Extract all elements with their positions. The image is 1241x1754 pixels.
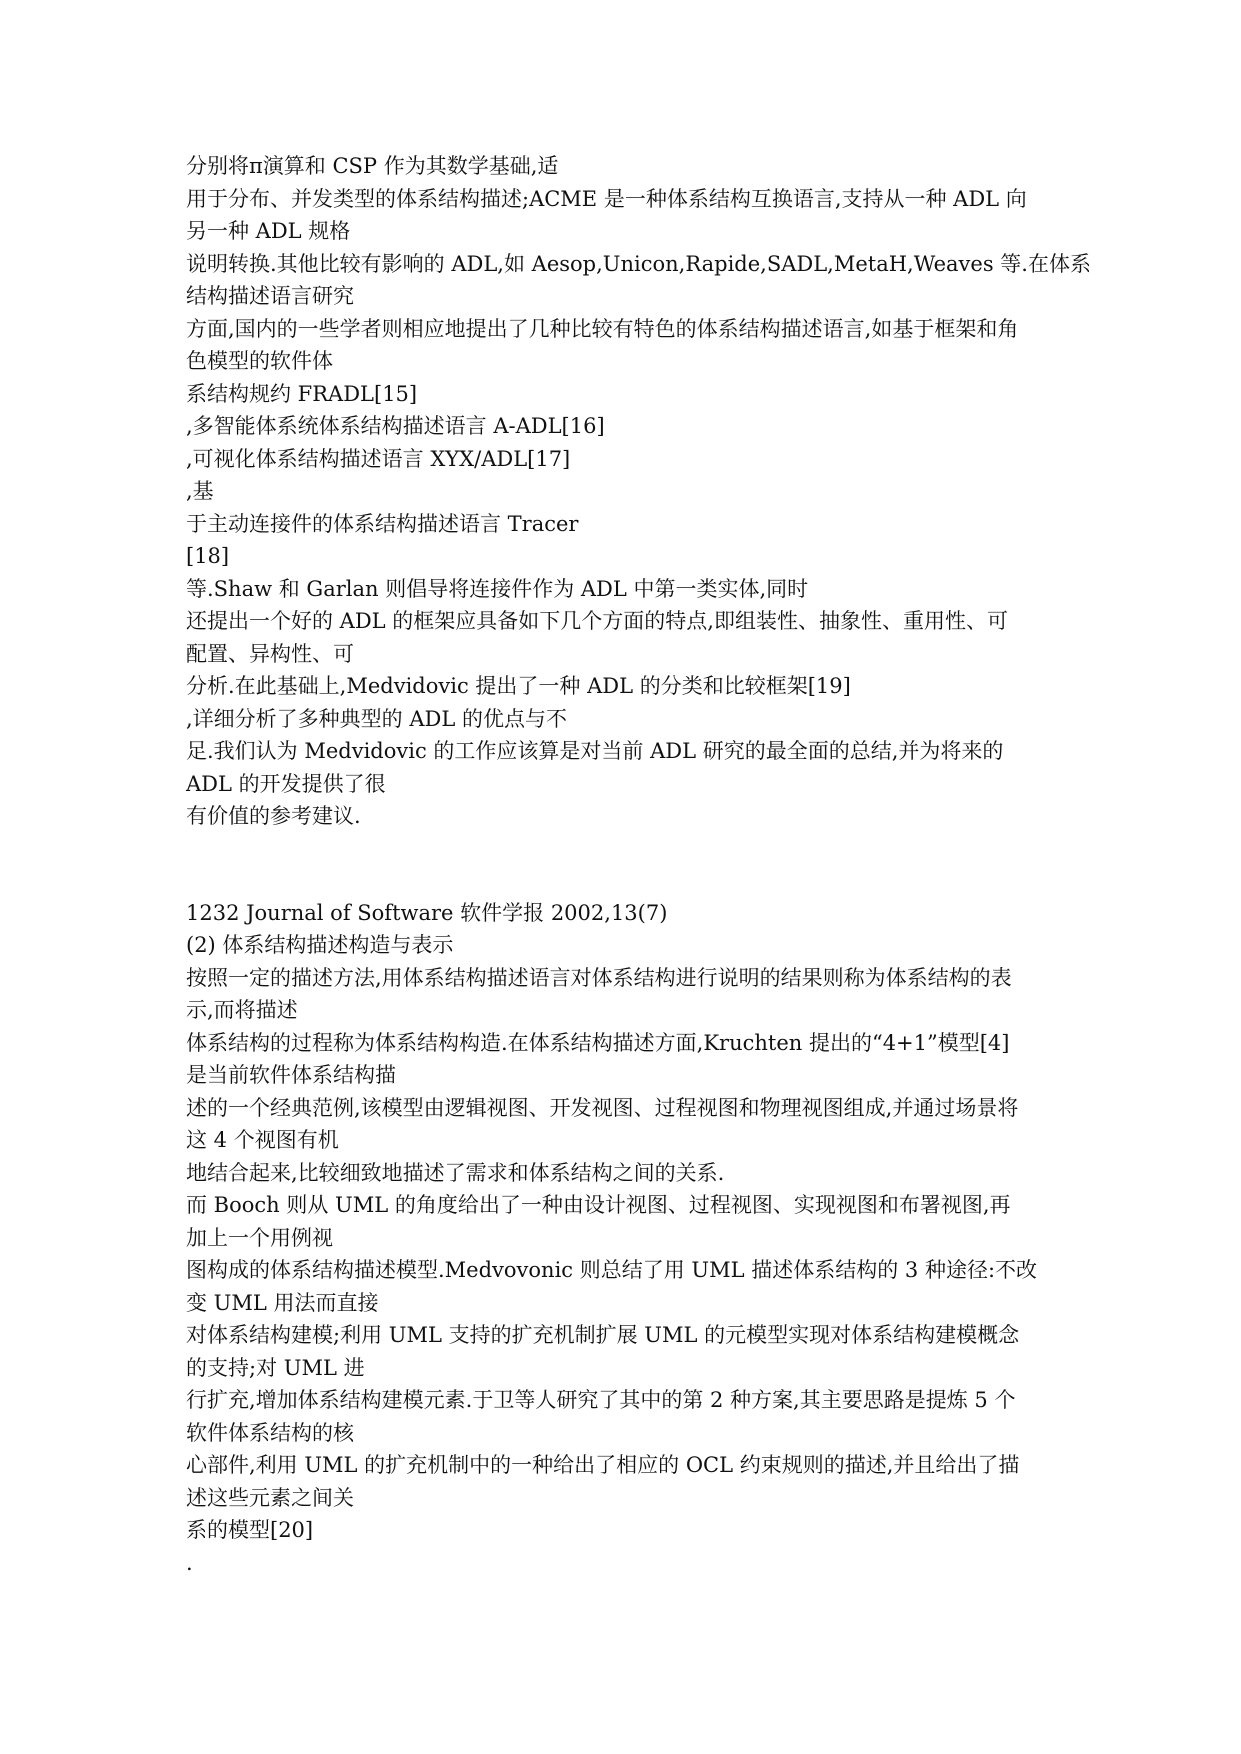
text-line: .: [186, 1550, 193, 1575]
text-line: ,基: [186, 479, 214, 503]
text-line: [18]: [186, 544, 230, 568]
text-line: 方面,国内的一些学者则相应地提出了几种比较有特色的体系结构描述语言,如基于框架和角: [186, 316, 1019, 341]
text-line: 色模型的软件体: [186, 349, 333, 373]
text-line: 示,而将描述: [186, 998, 298, 1022]
text-line: 分析.在此基础上,Medvidovic 提出了一种 ADL 的分类和比较框架[19]: [186, 674, 851, 698]
section-heading: (2) 体系结构描述构造与表示: [186, 933, 454, 957]
text-line: ,详细分析了多种典型的 ADL 的优点与不: [186, 706, 567, 731]
text-line: 地结合起来,比较细致地描述了需求和体系结构之间的关系.: [186, 1160, 725, 1185]
text-line: 行扩充,增加体系结构建模元素.于卫等人研究了其中的第 2 种方案,其主要思路是提炼 5 个: [186, 1388, 1016, 1412]
text-line: 这 4 个视图有机: [186, 1128, 339, 1152]
text-line: 还提出一个好的 ADL 的框架应具备如下几个方面的特点,即组装性、抽象性、重用性、可: [186, 609, 1008, 633]
text-line: 述这些元素之间关: [186, 1485, 354, 1510]
text-line: 有价值的参考建议.: [186, 804, 361, 828]
text-line: 心部件,利用 UML 的扩充机制中的一种给出了相应的 OCL 约束规则的描述,并且给出了描: [186, 1453, 1020, 1477]
text-line: 对体系结构建模;利用 UML 支持的扩充机制扩展 UML 的元模型实现对体系结构建模概念: [186, 1323, 1020, 1347]
text-line: 体系结构的过程称为体系结构构造.在体系结构描述方面,Kruchten 提出的“4+1”模型[4]: [186, 1030, 1010, 1055]
text-line: ,多智能体系统体系结构描述语言 A-ADL[16]: [186, 414, 605, 438]
text-line: 足.我们认为 Medvidovic 的工作应该算是对当前 ADL 研究的最全面的总结,并为将来的: [186, 739, 1004, 763]
text-line: 的支持;对 UML 进: [186, 1355, 365, 1380]
text-line: 系结构规约 FRADL[15]: [186, 381, 418, 406]
text-line: 加上一个用例视: [186, 1225, 333, 1250]
text-line: 用于分布、并发类型的体系结构描述;ACME 是一种体系结构互换语言,支持从一种 ADL 向: [186, 186, 1027, 211]
text-line: 系的模型[20]: [186, 1518, 314, 1542]
running-header: 1232 Journal of Software 软件学报 2002,13(7): [186, 900, 668, 925]
text-line: 另一种 ADL 规格: [186, 219, 351, 243]
text-line: 是当前软件体系结构描: [186, 1063, 396, 1087]
text-line: ,可视化体系结构描述语言 XYX/ADL[17]: [186, 446, 571, 471]
text-line: 变 UML 用法而直接: [186, 1290, 379, 1315]
text-line: ADL 的开发提供了很: [186, 771, 386, 796]
text-line: 软件体系结构的核: [186, 1420, 354, 1445]
text-line: 述的一个经典范例,该模型由逻辑视图、开发视图、过程视图和物理视图组成,并通过场景将: [186, 1095, 1019, 1120]
text-line: 图构成的体系结构描述模型.Medvovonic 则总结了用 UML 描述体系结构的 3 种途径:不改: [186, 1258, 1038, 1282]
document-page: [186, 150, 1091, 1579]
text-line: 结构描述语言研究: [186, 284, 354, 308]
text-line: 按照一定的描述方法,用体系结构描述语言对体系结构进行说明的结果则称为体系结构的表: [186, 965, 1012, 990]
text-line: 说明转换.其他比较有影响的 ADL,如 Aesop,Unicon,Rapide,SADL,MetaH,Weaves 等.在体系: [186, 251, 1091, 276]
text-line: 配置、异构性、可: [186, 641, 354, 666]
text-line: 等.Shaw 和 Garlan 则倡导将连接件作为 ADL 中第一类实体,同时: [186, 576, 809, 601]
section-gap: [186, 833, 1066, 897]
text-line: 于主动连接件的体系结构描述语言 Tracer: [186, 511, 579, 536]
text-line: 而 Booch 则从 UML 的角度给出了一种由设计视图、过程视图、实现视图和布署视图,再: [186, 1193, 1011, 1217]
text-line: 分别将π演算和 CSP 作为其数学基础,适: [186, 154, 559, 178]
